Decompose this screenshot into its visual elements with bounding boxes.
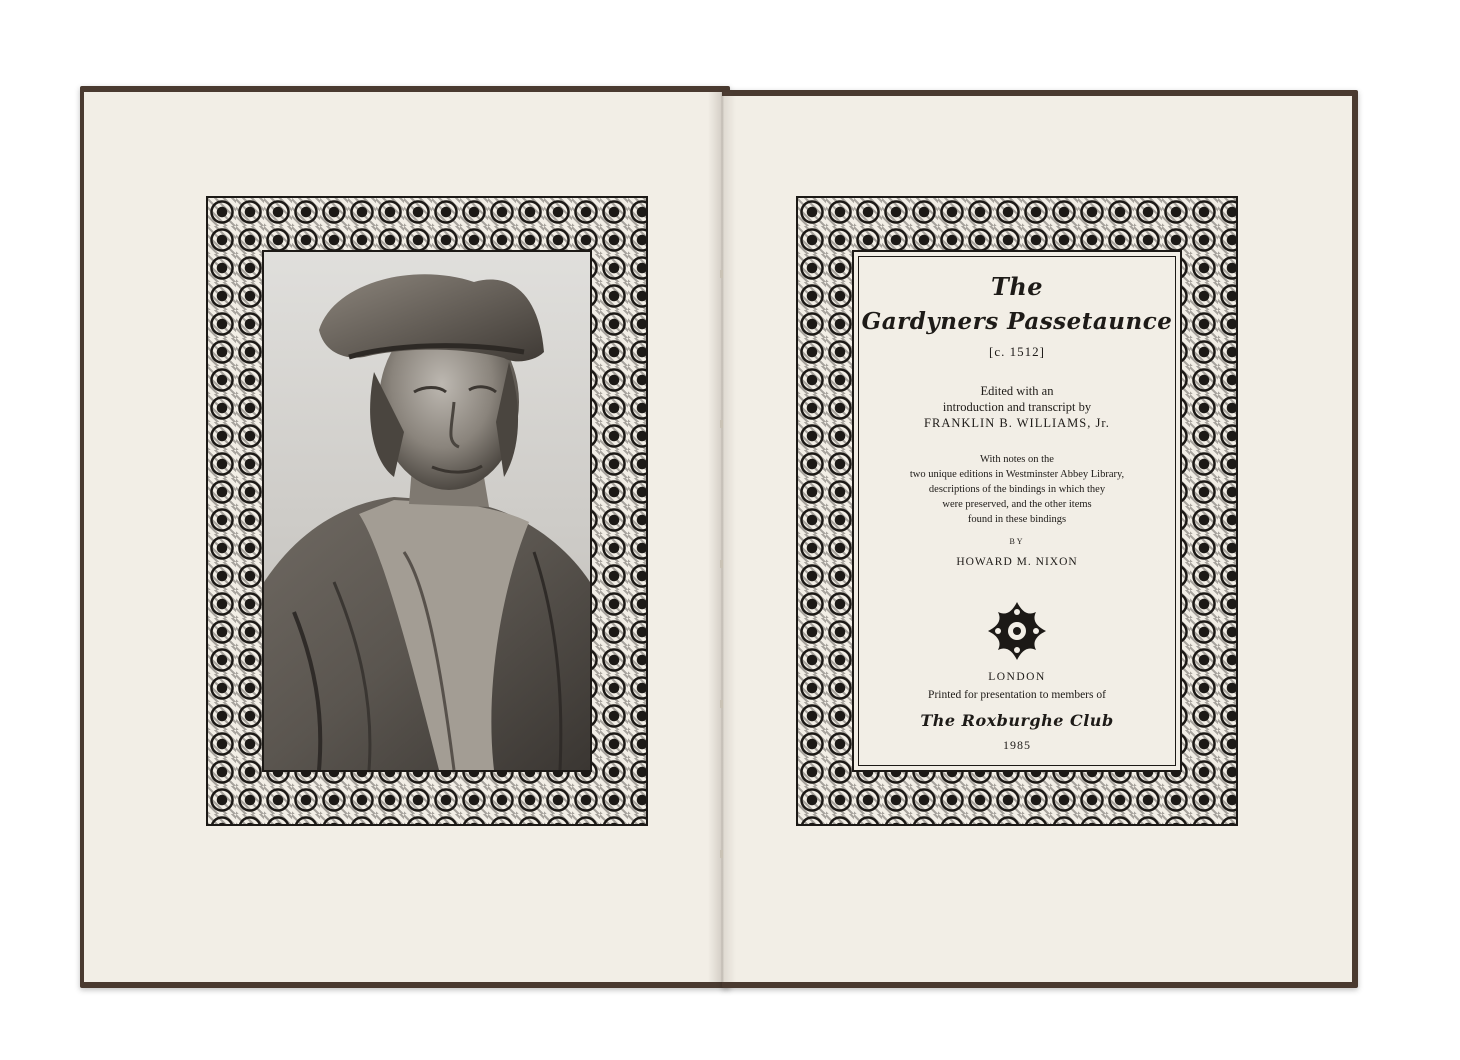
edited-line-1: Edited with an	[980, 384, 1054, 398]
binding-stitch	[720, 850, 723, 858]
editor-name: FRANKLIN B. WILLIAMS, Jr.	[924, 416, 1110, 430]
title-the: The	[990, 272, 1044, 301]
date-line: [c. 1512]	[989, 344, 1045, 359]
author-name: HOWARD M. NIXON	[956, 556, 1078, 568]
notes-block	[856, 452, 1178, 527]
notes-line: were preserved, and the other items	[942, 499, 1092, 510]
binding-stitch	[720, 700, 723, 708]
printed-for-line: Printed for presentation to members of	[928, 689, 1106, 701]
portrait-bust-photo	[262, 250, 592, 772]
portrait-bust-illustration	[264, 252, 590, 770]
binding-stitch	[720, 420, 723, 428]
book-gutter	[708, 92, 736, 982]
binding-stitch	[720, 560, 723, 568]
place-of-publication: LONDON	[988, 671, 1046, 683]
club-name: The Roxburghe Club	[920, 711, 1114, 730]
edited-line-2: introduction and transcript by	[942, 400, 1092, 414]
fleuron-ornament-icon	[984, 598, 1050, 664]
notes-line: With notes on the	[980, 454, 1054, 465]
by-label: BY	[1009, 537, 1025, 546]
notes-line: descriptions of the bindings in which they	[928, 484, 1106, 495]
notes-line: two unique editions in Westminster Abbey Library,	[909, 469, 1125, 480]
notes-line: found in these bindings	[967, 514, 1067, 525]
publication-year: 1985	[1003, 738, 1031, 752]
binding-stitch	[720, 270, 723, 278]
book-title: Gardyners Passetaunce	[861, 308, 1173, 335]
